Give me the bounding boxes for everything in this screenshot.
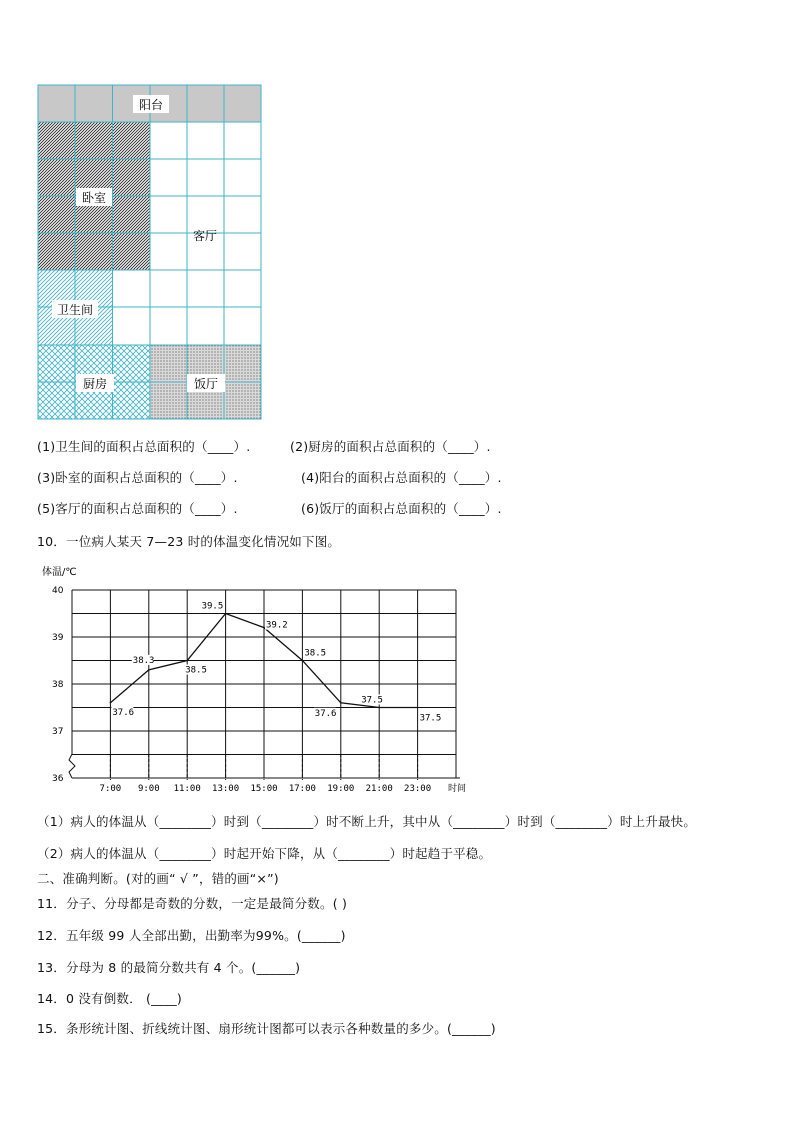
q10-sub1: （1）病人的体温从（________）时到（________）时不断上升，其中从（________）时到（________）时上升最快。	[37, 814, 697, 829]
data-label: 37.6	[314, 708, 337, 719]
y-tick-label: 36	[52, 774, 64, 784]
living-room-label: 客厅	[192, 229, 218, 243]
data-point	[378, 707, 380, 709]
x-tick-label: 7:00	[99, 784, 122, 794]
data-point	[263, 627, 265, 629]
bathroom-label: 卫生间	[56, 303, 94, 317]
x-tick-label: 21:00	[365, 784, 393, 794]
floorplan-figure	[37, 84, 263, 422]
section2-heading: 二、准确判断。(对的画“ √ ”，错的画“×”)	[37, 871, 279, 886]
q9-part-5: (5)客厅的面积占总面积的（____）.	[37, 501, 238, 516]
dining-room-label: 饭厅	[193, 377, 219, 391]
q9-part-4: (4)阳台的面积占总面积的（____）.	[301, 470, 502, 485]
data-label: 39.2	[266, 620, 288, 631]
y-tick-label: 38	[52, 680, 64, 690]
q10-stem: 10．一位病人某天 7—23 时的体温变化情况如下图。	[37, 534, 341, 549]
data-label: 37.5	[361, 695, 383, 706]
q9-part-1: (1)卫生间的面积占总面积的（____）.	[37, 439, 251, 454]
data-labels	[111, 601, 441, 724]
data-label: 38.5	[304, 648, 327, 659]
data-point	[186, 660, 188, 662]
q9-part-3: (3)卧室的面积占总面积的（____）.	[37, 470, 238, 485]
x-tick-label: 9:00	[137, 784, 160, 794]
x-tick-label: 13:00	[212, 784, 240, 794]
q13: 13．分母为 8 的最简分数共有 4 个。(______)	[37, 960, 301, 975]
y-tick-label: 40	[52, 586, 64, 596]
q11: 11．分子、分母都是奇数的分数，一定是最简分数。( )	[37, 896, 348, 911]
data-point	[340, 702, 342, 704]
x-tick-labels	[100, 784, 432, 794]
chart-grid	[69, 590, 460, 780]
y-tick-label: 39	[52, 633, 64, 643]
y-tick-label: 37	[52, 727, 64, 737]
x-tick-label: 15:00	[250, 784, 278, 794]
y-tick-labels	[52, 586, 64, 784]
x-tick-label: 11:00	[173, 784, 201, 794]
data-label: 38.5	[185, 665, 207, 676]
data-point	[110, 702, 112, 704]
kitchen-label: 厨房	[82, 377, 108, 391]
axis-break-mark	[69, 754, 75, 778]
data-point	[225, 613, 227, 615]
y-axis-title: 体温/℃	[42, 567, 77, 578]
balcony-label: 阳台	[138, 98, 164, 112]
x-axis-title: 时间	[448, 784, 467, 794]
bedroom-label: 卧室	[81, 191, 107, 205]
data-label: 37.5	[419, 713, 442, 724]
q10-sub2: （2）病人的体温从（________）时起开始下降，从（________）时起趋于平稳。	[37, 846, 492, 861]
x-tick-label: 19:00	[327, 784, 355, 794]
q12: 12．五年级 99 人全部出勤，出勤率为99%。(______)	[37, 928, 346, 943]
data-label: 37.6	[112, 707, 135, 718]
temperature-line-chart	[34, 562, 474, 796]
data-label: 38.3	[132, 655, 155, 666]
q9-part-2: (2)厨房的面积占总面积的（____）.	[290, 439, 491, 454]
q9-part-6: (6)饭厅的面积占总面积的（____）.	[301, 501, 502, 516]
data-label: 39.5	[201, 601, 224, 612]
data-point	[417, 707, 419, 709]
data-point	[302, 660, 304, 662]
data-point	[148, 669, 150, 671]
x-tick-label: 23:00	[404, 784, 432, 794]
q15: 15．条形统计图、折线统计图、扇形统计图都可以表示各种数量的多少。(______)	[37, 1021, 496, 1036]
x-tick-label: 17:00	[288, 784, 316, 794]
q14: 14．0 没有倒数． (____)	[37, 991, 182, 1006]
